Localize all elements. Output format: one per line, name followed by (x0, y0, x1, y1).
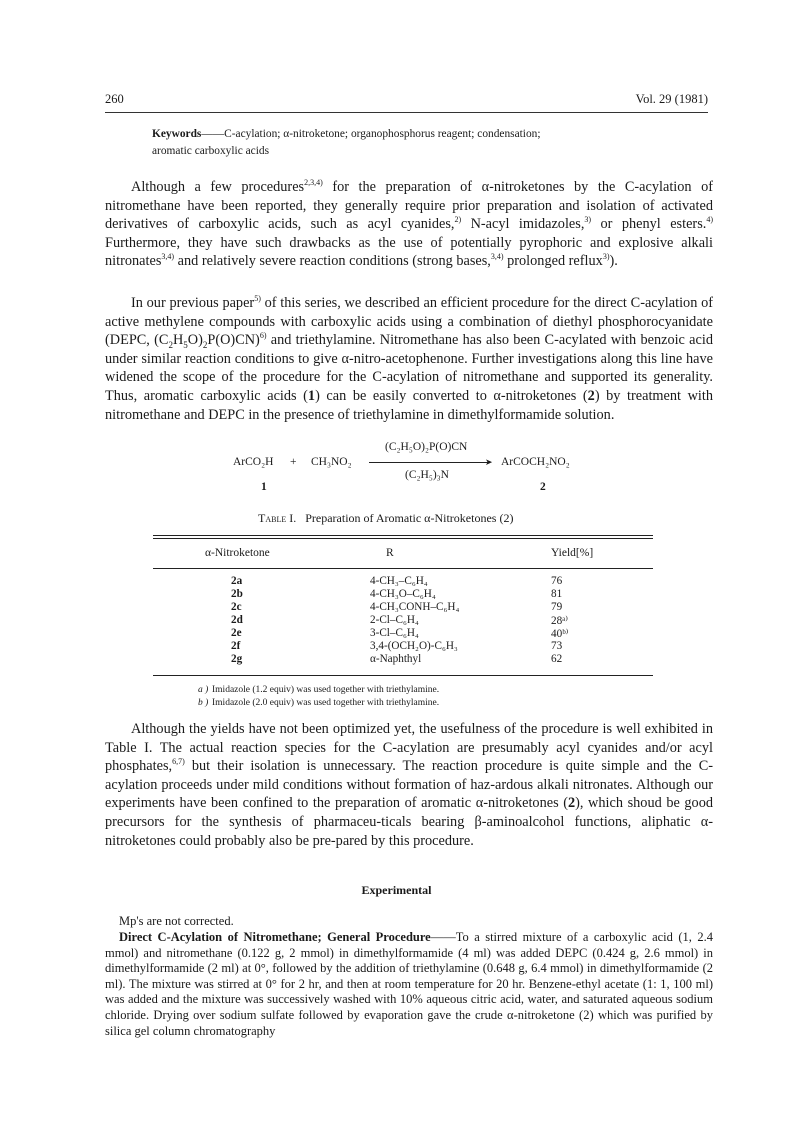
keywords-line1: C-acylation; α-nitroketone; organophosphorus reagent; condensation; (224, 128, 541, 140)
keywords-dash: —— (201, 128, 225, 140)
table-row (153, 601, 653, 614)
procedure-paragraph (105, 930, 713, 1039)
table-caption (258, 511, 513, 526)
procedure-title: Direct C-Acylation of Nitromethane; General Procedure (119, 930, 431, 944)
header-yield: Yield[%] (551, 547, 594, 559)
table-row (153, 653, 653, 666)
table-row (153, 640, 653, 653)
scheme-reactant-1: ArCO₂H (233, 456, 274, 468)
scheme-label-1: 1 (261, 481, 267, 493)
scheme-label-2: 2 (540, 481, 546, 493)
procedure-text: To a stirred mixture of a carboxylic acid (1, 2.4 mmol) and nitromethane (0.122 g, 2 mmol) in dimethylformamide (4 ml) was added DEPC (0.424 g, 2.6 mmol) in dimethylformamide (2 ml) at 0°, followed by the addition of triethylamine (0.648 g, 6.4 mmol) in dimethylformamide (2 ml). The mixture was stirred at 0° for 2 hr, and then at room temperature for 20 hr. Benzene-ethyl acetate (1: 1, 100 ml) was added and the mixture was successively washed with 10% aqueous citric acid, water, and saturated aqueous sodium chloride. Drying over sodium sulfate followed by evaporation gave the crude α-nitroketone (2) which was purified by silica gel column chromatography (105, 930, 713, 1038)
cell-compound: 2b (231, 588, 243, 600)
volume-label: Vol. 29 (1981) (635, 92, 708, 106)
scheme-reagent-below: (C₂H₅)₃N (405, 469, 449, 481)
table-header-rule (153, 568, 653, 569)
table-row (153, 575, 653, 588)
mp-note: Mp's are not corrected. (119, 914, 234, 928)
cell-yield: 76 (551, 575, 563, 587)
discussion-paragraph: Although the yields have not been optimized yet, the usefulness of the procedure is well exhibited in Table I. The actual reaction species for the C-acylation are presumably acyl cyanides and/or acyl phosphates,$^{6,7)}$ but their isolation is unnecessary. The reaction procedure is quite simple and the C-acylation proceeds under mild conditions without formation of haz-ardous alkali nitronates. Although our experiments have been confined to the preparation of aromatic α-nitroketones (2), which shoud be good precursors for the synthesis of pharmaceu-ticals bearing β-aminoalcohol functions, aliphatic α-nitroketones could probably also be pre-pared by this procedure. (105, 721, 713, 849)
keywords-block (152, 126, 692, 160)
results-table (153, 535, 653, 676)
cell-yield: 28ᵃ⁾ (551, 615, 568, 627)
cell-yield: 40ᵇ⁾ (551, 628, 569, 640)
cell-compound: 2a (231, 575, 243, 587)
table-caption-text: Preparation of Aromatic α-Nitroketones (2) (305, 511, 514, 525)
header-r: R (386, 547, 394, 559)
intro-paragraph-1: Although a few procedures$^{2,3,4)}$ for the preparation of α-nitroketones by the C-acylation of nitromethane have been reported, they generally require prior preparation and isolation of activated derivatives of carboxylic acids, such as acyl cyanides,$^{2)}$ N-acyl imidazoles,$^{3)}$ or phenyl esters.$^{4)}$ Furthermore, they have such drawbacks as the use of potentially pyrophoric and explosive alkali nitronates$^{3,4)}$ and relatively severe reaction conditions (strong bases,$^{3,4)}$ prolonged reflux$^{3)}$). (105, 178, 714, 270)
cell-compound: 2e (231, 627, 242, 639)
cell-compound: 2d (231, 614, 243, 626)
cell-compound: 2g (231, 653, 243, 665)
reaction-arrowhead: ➤ (485, 457, 493, 467)
keywords-line2: aromatic carboxylic acids (152, 145, 270, 157)
keywords-label: Keywords (152, 128, 202, 140)
cell-r: 4-CH₃–C₆H₄ (370, 575, 428, 587)
page-header (105, 92, 708, 113)
cell-yield: 79 (551, 601, 563, 613)
intro-paragraph-2: In our previous paper$^{5)}$ of this series, we described an efficient procedure for the direct C-acylation of active methylene compounds with carboxylic acids using a combination of diethyl phosphorocyanidate (DEPC, $(C_2H_5O)_2P(O)CN)^{6)}$ and triethylamine. Nitromethane has also been C-acylated with benzoic acid under similar reaction conditions to give α-nitro-acetophenone. Further investigations along this line have widened the scope of the procedure for the C-acylation of nitromethane and supported its generality. Thus, aromatic carboxylic acids (1) can be easily converted to α-nitroketones (2) by treatment with nitromethane and DEPC in the presence of triethylamine in dimethylformamide solution. (105, 294, 714, 423)
table-caption-label: Table I. (258, 511, 297, 525)
cell-yield: 81 (551, 588, 563, 600)
cell-yield: 62 (551, 653, 563, 665)
cell-r: 4-CH₃CONH–C₆H₄ (370, 601, 460, 613)
procedure-dash: —— (430, 930, 456, 944)
page-number: 260 (105, 92, 124, 106)
reaction-arrow (369, 462, 489, 463)
table-row (153, 588, 653, 601)
table-note-a: a ) Imidazole (1.2 equiv) was used together with triethylamine. (198, 685, 440, 695)
cell-yield: 73 (551, 640, 563, 652)
scheme-reactant-2: CH₃NO₂ (311, 456, 352, 468)
cell-r: 3-Cl–C₆H₄ (370, 627, 419, 639)
table-header-row (153, 539, 653, 568)
scheme-plus: + (290, 456, 297, 468)
scheme-product: ArCOCH₂NO₂ (501, 456, 570, 468)
table-row (153, 614, 653, 627)
cell-r: α-Naphthyl (370, 653, 422, 665)
table-note-b: b ) Imidazole (2.0 equiv) was used together with triethylamine. (198, 698, 440, 708)
table-notes (198, 684, 439, 710)
experimental-heading: Experimental (361, 883, 432, 897)
cell-r: 4-CH₃O–C₆H₄ (370, 588, 436, 600)
cell-compound: 2c (231, 601, 242, 613)
cell-compound: 2f (231, 640, 241, 652)
reaction-scheme (233, 441, 613, 501)
header-nitroketone: α-Nitroketone (205, 547, 270, 559)
scheme-reagent-above: (C₂H₅O)₂P(O)CN (385, 441, 468, 453)
table-bottom-rule (153, 675, 653, 676)
cell-r: 3,4-(OCH₂O)-C₆H₃ (370, 640, 458, 652)
cell-r: 2-Cl–C₆H₄ (370, 614, 419, 626)
table-row (153, 627, 653, 640)
